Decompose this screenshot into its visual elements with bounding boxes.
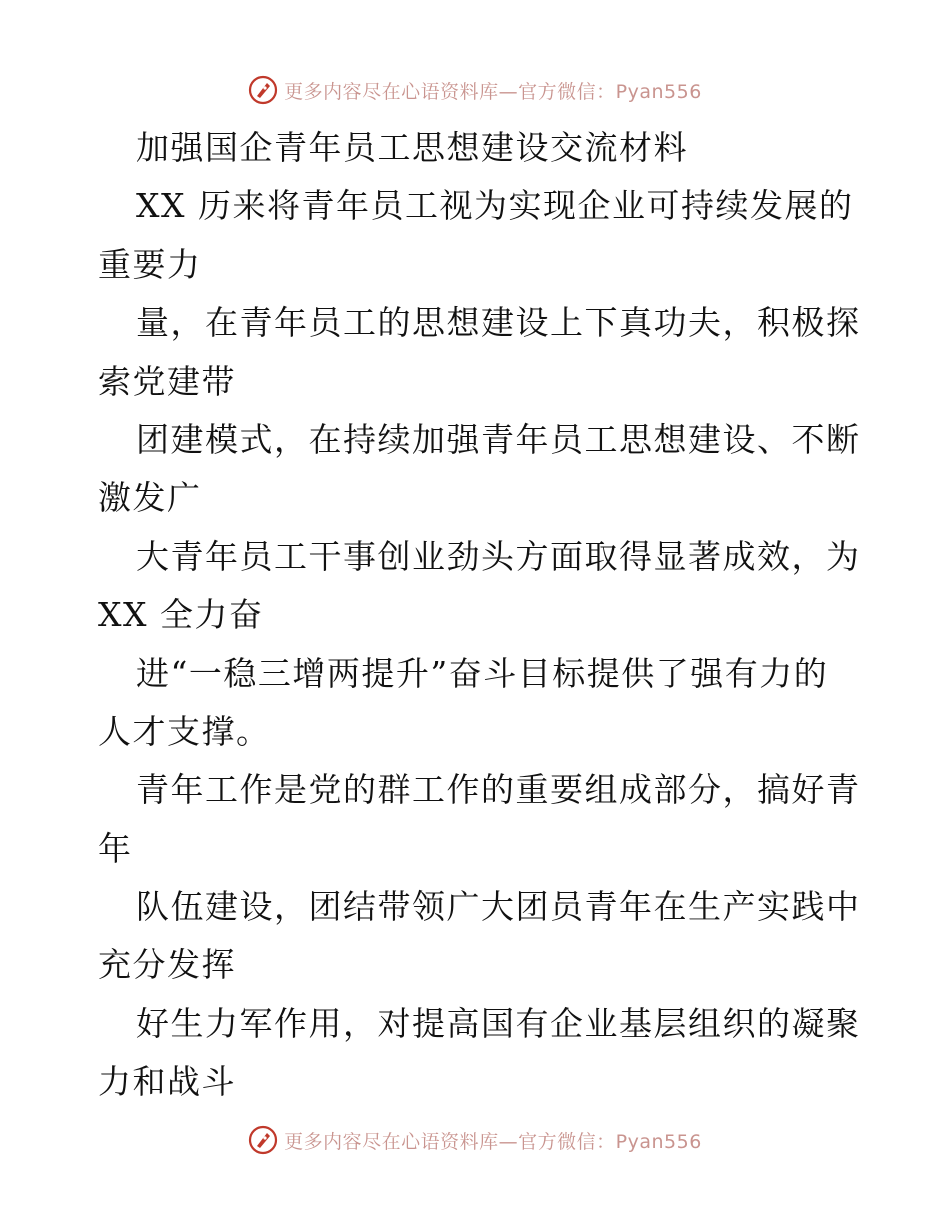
document-title: 加强国企青年员工思想建设交流材料 [136, 128, 688, 167]
pen-nib-logo-icon [248, 1125, 278, 1155]
watermark-header [0, 70, 950, 110]
paragraph-line: 力和战斗 [98, 1062, 236, 1102]
paragraph-line: 大青年员工干事创业劲头方面取得显著成效，为 [136, 536, 861, 576]
paragraph-line: 人才支撑。 [98, 711, 271, 751]
paragraph-line: 年 [98, 828, 133, 868]
watermark-text: 更多内容尽在心语资料库—官方微信：Pyan556 [284, 80, 702, 103]
paragraph-line: 充分发挥 [98, 945, 236, 985]
paragraph-line: 队伍建设，团结带领广大团员青年在生产实践中 [136, 887, 861, 927]
watermark-footer [0, 1120, 950, 1160]
watermark-text: 更多内容尽在心语资料库—官方微信：Pyan556 [284, 1130, 702, 1153]
paragraph-line: 团建模式，在持续加强青年员工思想建设、不断 [136, 419, 861, 459]
paragraph-line: 好生力军作用，对提高国有企业基层组织的凝聚 [136, 1003, 861, 1043]
paragraph-line: 激发广 [98, 478, 202, 518]
paragraph-line: 进“一稳三增两提升”奋斗目标提供了强有力的 [136, 653, 829, 693]
paragraph-line: 量，在青年员工的思想建设上下真功夫，积极探 [136, 303, 861, 343]
paragraph-line: 索党建带 [98, 361, 236, 401]
paragraph-line: XX 历来将青年员工视为实现企业可持续发展的 [136, 186, 854, 226]
pen-nib-logo-icon [248, 75, 278, 105]
paragraph-line: 青年工作是党的群工作的重要组成部分，搞好青 [136, 770, 861, 810]
document-body [98, 119, 861, 1112]
paragraph-line: XX 全力奋 [98, 595, 264, 635]
paragraph-line: 重要力 [98, 244, 202, 284]
